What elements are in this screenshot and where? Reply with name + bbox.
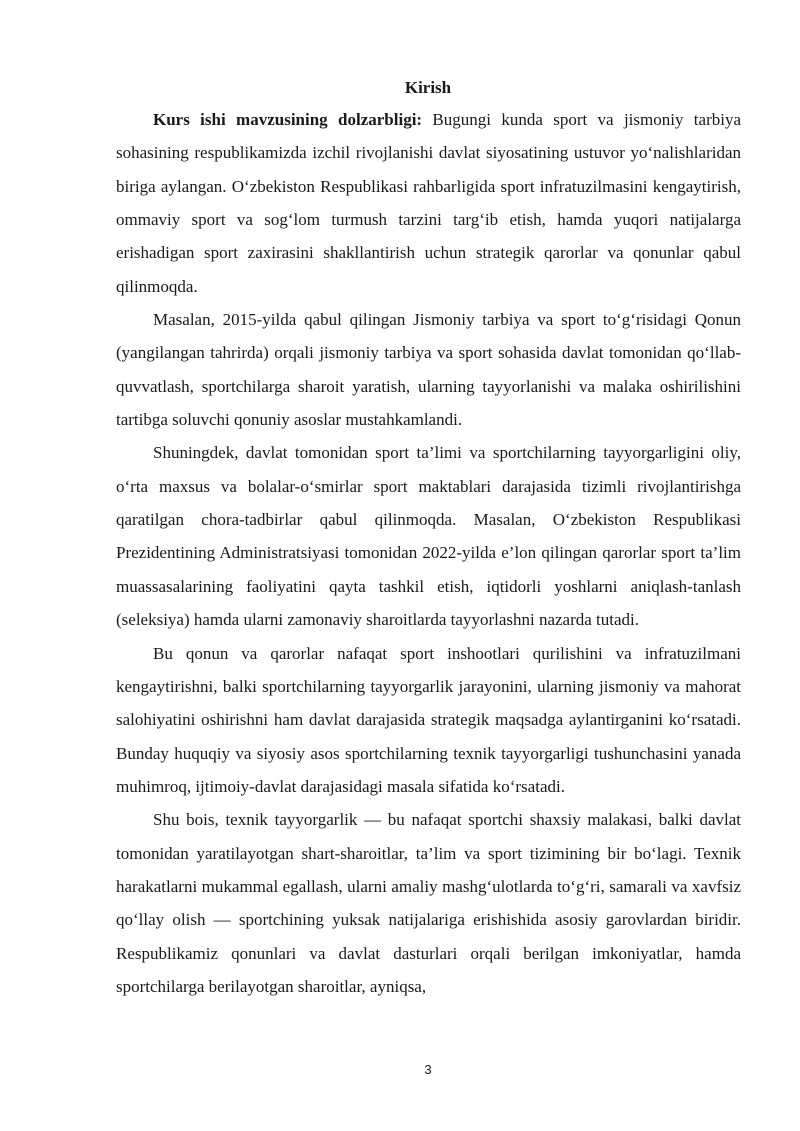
paragraph-1: Masalan, 2015-yilda qabul qilingan Jismoniy tarbiya va sport to‘g‘risidagi Qonun (yangilangan tahrirda) orqali jismoniy tarbiya va sport sohasida davlat tomonidan qo‘llab-quvvatlash, sportchilarga sharoit yaratish, ularning tayyorlanishi va malaka oshirilishini tartibga soluvchi qonuniy asoslar mustahkamlandi. <box>116 310 741 430</box>
body-text <box>116 103 741 1003</box>
intro-lead: Kurs ishi mavzusining dolzarbligi: <box>153 110 423 129</box>
page-title: Kirish <box>404 78 452 97</box>
paragraph-2: Shuningdek, davlat tomonidan sport ta’limi va sportchilarning tayyorgarligini oliy, o‘rta maxsus va bolalar-o‘smirlar sport maktablari darajasida tizimli rivojlantirishga qaratilgan chora-tadbirlar qabul qilinmoqda. Masalan, O‘zbekiston Respublikasi Prezidentining Administratsiyasi tomonidan 2022-yilda e’lon qilingan qarorlar sport ta’lim muassasalarining faoliyatini qayta tashkil etish, iqtidorli yoshlarni aniqlash-tanlash (seleksiya) hamda ularni zamonaviy sharoitlarda tayyorlashni nazarda tutadi. <box>116 443 741 630</box>
paragraph-4: Shu bois, texnik tayyorgarlik — bu nafaqat sportchi shaxsiy malakasi, balki davlat tomonidan yaratilayotgan shart-sharoitlar, ta’lim va sport tizimining bir bo‘lagi. Texnik harakatlarni mukammal egallash, ularni amaliy mashg‘ulotlarda to‘g‘ri, samarali va xavfsiz qo‘llay olish — sportchining yuksak natijalariga erishishida asosiy garovlardan biridir. Respublikamiz qonunlari va davlat dasturlari orqali berilgan imkoniyatlar, hamda sportchilarga berilayotgan sharoitlar, ayniqsa, <box>116 810 741 996</box>
intro-text: Bugungi kunda sport va jismoniy tarbiya sohasining respublikamizda izchil rivojlanishi davlat siyosatining ustuvor yo‘nalishlaridan biriga aylangan. O‘zbekiston Respublikasi rahbarligida sport infratuzilmasini kengaytirish, ommaviy sport va sog‘lom turmush tarzini targ‘ib etish, hamda yuqori natijalarga erishadigan sport zaxirasini shakllantirish uchun strategik qarorlar va qonunlar qabul qilinmoqda. <box>116 110 741 296</box>
paragraph-3: Bu qonun va qarorlar nafaqat sport inshootlari qurilishini va infratuzilmani kengaytirishni, balki sportchilarning tayyorgarlik jarayonini, ularning jismoniy va mahorat salohiyatini oshirishni ham davlat darajasida strategik maqsadga aylantirganini ko‘rsatadi. Bunday huquqiy va siyosiy asos sportchilarning texnik tayyorgarligi tushunchasini yanada muhimroq, ijtimoiy-davlat darajasidagi masala sifatida ko‘rsatadi. <box>116 643 741 796</box>
intro-paragraph <box>116 103 741 303</box>
page-number: 3 <box>424 1062 432 1077</box>
